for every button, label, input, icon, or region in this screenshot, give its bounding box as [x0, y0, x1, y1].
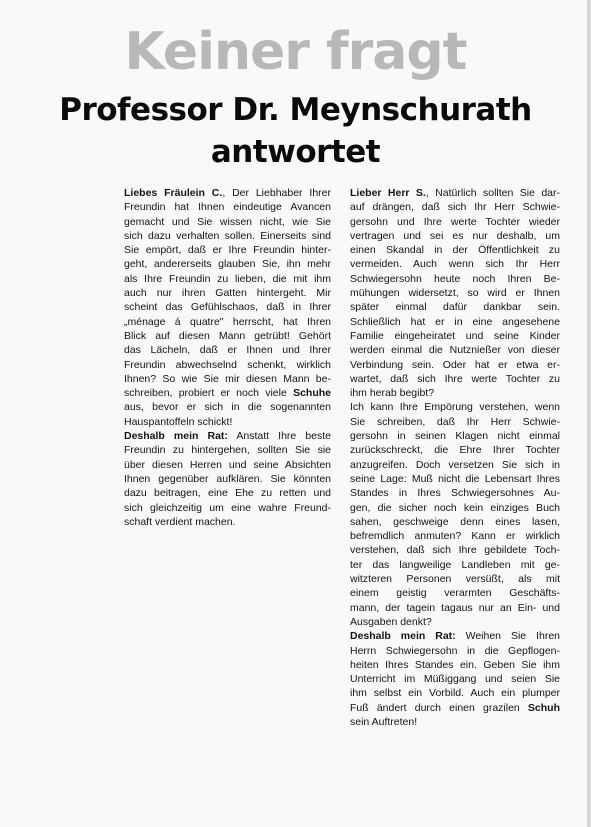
text-line: [124, 458, 331, 472]
text-line: [124, 329, 331, 343]
text-line: [350, 300, 560, 314]
bold-run: Schuh: [527, 701, 560, 714]
text-line: [124, 515, 331, 529]
text-line: [350, 586, 560, 600]
text-run: Schließlich hat er in eine angesehene: [350, 315, 560, 328]
text-run: Ich kann Ihre Empörung verstehen, wenn: [350, 401, 560, 414]
text-run: Verbindung sein. Oder hat er etwa er-: [350, 358, 560, 371]
text-run: dazu beitragen, eine Ehe zu retten und: [124, 487, 331, 500]
text-line: [350, 458, 560, 472]
text-run: , Der Liebhaber Ihrer: [222, 187, 331, 199]
text-line: [350, 672, 560, 686]
text-run: scheint das Gefühlschaos, daß in Ihrer: [124, 301, 331, 314]
headline-kicker: Keiner fragt: [124, 22, 467, 82]
text-line: [124, 386, 331, 400]
text-line: [350, 272, 560, 286]
text-run: mann, der tagein tagaus nur an Ein- und: [350, 601, 560, 614]
text-run: Unterricht im Müßiggang und seien Sie: [350, 673, 560, 686]
bold-run: Lieber Herr S.: [350, 187, 426, 199]
text-line: [124, 257, 331, 271]
text-line: [350, 343, 560, 357]
text-run: vermeiden. Auch wenn sich Ihr Herr: [350, 258, 560, 271]
text-line: [350, 358, 560, 372]
text-run: Anstatt Ihre beste: [227, 430, 331, 443]
text-run: Ihnen gegenüber aufklären. Sie könnten: [124, 472, 331, 485]
text-line: [350, 686, 560, 700]
text-line: [124, 272, 331, 286]
text-run: einem geistig verarmten Geschäfts-: [350, 587, 560, 600]
text-run: vertragen und sei es nur deshalb, um: [350, 229, 560, 242]
text-run: wartet, daß sich Ihre werte Tochter zu: [350, 372, 560, 385]
text-line: [350, 386, 560, 400]
text-line: [350, 515, 560, 529]
text-run: gersohn und Ihre werte Tochter wieder: [350, 215, 560, 228]
text-line: [350, 601, 560, 615]
text-line: [350, 286, 560, 300]
text-line: [350, 558, 560, 572]
text-run: das Lächeln, daß er Ihnen und Ihrer: [124, 344, 331, 357]
text-run: aus, bevor er sich in die sogenannten: [124, 401, 331, 414]
text-run: Ihnen? So wie Sie mir diesen Mann be-: [124, 372, 331, 385]
text-run: ter das langweilige Landleben mit ge-: [350, 558, 560, 571]
text-run: „ménage á quatre" herrscht, hat Ihren: [124, 315, 331, 328]
text-run: sein Auftreten!: [350, 715, 418, 728]
text-line: [124, 486, 331, 500]
text-run: Herrn Schwiegersohn in die Gepflogen-: [350, 644, 560, 657]
text-run: Hauspantoffeln schickt!: [124, 415, 233, 428]
text-line: [124, 286, 331, 300]
text-line: [350, 701, 560, 715]
text-run: Freundin hat Ihnen eindeutige Avancen: [124, 201, 331, 214]
text-line: [350, 572, 560, 586]
text-run: werden einmal die Nutznießer von dieser: [350, 344, 560, 357]
bold-run: Liebes Fräulein C.: [124, 187, 223, 199]
text-line: [124, 200, 331, 214]
text-line: [350, 186, 560, 200]
text-line: [350, 629, 560, 643]
text-line: [124, 372, 331, 386]
text-line: [124, 429, 331, 443]
headline-sub: antwortet: [210, 134, 381, 170]
text-line: [124, 501, 331, 515]
text-line: [350, 715, 560, 729]
text-line: [124, 358, 331, 372]
text-line: [350, 529, 560, 543]
text-run: schaft verdient machen.: [124, 515, 236, 528]
text-line: [124, 343, 331, 357]
bold-run: Deshalb mein Rat:: [124, 430, 228, 443]
text-line: [124, 415, 331, 429]
text-line: [350, 486, 560, 500]
text-line: [124, 215, 331, 229]
text-line: [350, 400, 560, 414]
bold-run: Schuhe: [293, 387, 331, 400]
text-line: [350, 243, 560, 257]
text-run: Freundin abwechselnd schenkt, wirklich: [124, 358, 331, 371]
text-line: [124, 186, 331, 200]
text-line: [350, 658, 560, 672]
text-run: schreiben, probiert er noch viele: [124, 387, 294, 400]
text-line: [350, 200, 560, 214]
text-run: einen Skandal in der Öffentlichkeit zu: [350, 244, 560, 257]
text-run: Weihen Sie Ihren: [455, 630, 560, 643]
text-run: Blick auf diesen Mann getrübt! Gehört: [124, 329, 331, 342]
text-run: Sie empört, daß er Ihre Freundin hinter-: [124, 244, 331, 257]
text-run: mühungen widersetzt, so wird er Ihnen: [350, 287, 560, 300]
bold-run: Deshalb mein Rat:: [350, 630, 456, 643]
text-line: [350, 501, 560, 515]
text-run: Standes in Ihres Schwiegersohnes Au-: [350, 487, 560, 500]
text-line: [350, 229, 560, 243]
text-line: [350, 315, 560, 329]
text-line: [124, 400, 331, 414]
text-line: [350, 215, 560, 229]
text-run: sich dazu verhalten sollen. Einerseits sind: [124, 229, 331, 242]
left-column-letter: [124, 186, 331, 529]
text-line: [350, 329, 560, 343]
text-run: Schwiegersohn heute noch Ihren Be-: [350, 272, 560, 285]
text-run: als Ihre Freundin zu lieben, die mit ihm: [124, 272, 331, 285]
text-run: später einmal dafür dankbar sein.: [350, 301, 560, 314]
text-run: verstehen, daß sich Ihre gebildete Toch-: [350, 544, 560, 557]
text-run: gemacht und Sie wissen nicht, wie Sie: [124, 215, 331, 228]
text-run: Familie eingeheiratet und seine Kinder: [350, 329, 560, 342]
text-run: , Natürlich sollten Sie dar-: [425, 187, 560, 199]
text-run: auch nur ihren Gatten hintergeht. Mir: [124, 287, 331, 300]
text-run: ihm herab begibt?: [350, 387, 435, 400]
text-run: ihm selbst ein Vorbild. Auch ein plumper: [350, 687, 560, 700]
text-run: sahen, geschweige denn eines lasen,: [350, 515, 560, 528]
text-run: Ausgaben denkt?: [350, 615, 432, 628]
text-line: [350, 472, 560, 486]
text-run: auf drängen, daß sich Ihr Herr Schwie-: [350, 201, 560, 214]
text-run: Freundin zu hintergehen, sollten Sie sie: [124, 444, 331, 457]
text-run: seine Lage: Muß nicht die Lebensart Ihres: [350, 472, 560, 485]
text-run: geht, andererseits glauben Sie, ihn mehr: [124, 258, 331, 271]
text-line: [124, 315, 331, 329]
text-line: [350, 615, 560, 629]
right-column-letter: [350, 186, 560, 729]
text-line: [350, 257, 560, 271]
text-line: [350, 644, 560, 658]
text-run: anzugreifen. Doch versetzen Sie sich in: [350, 458, 560, 471]
text-run: sich gleichzeitig um eine wahre Freund-: [124, 501, 331, 514]
text-run: befremdlich anmuten? Kann er wirklich: [350, 530, 560, 543]
text-run: über diesen Herren und seine Absichten: [124, 458, 331, 471]
text-run: witzteren Personen versüßt, als mit: [350, 573, 560, 586]
text-line: [124, 243, 331, 257]
text-line: [124, 300, 331, 314]
text-run: Fuß ändert durch einen grazilen: [350, 701, 528, 714]
text-line: [350, 415, 560, 429]
text-line: [350, 429, 560, 443]
headline-main: Professor Dr. Meynschurath: [59, 92, 532, 128]
text-run: Sie schreiben, daß Ihr Herr Schwie-: [350, 415, 560, 428]
text-line: [124, 472, 331, 486]
text-line: [124, 443, 331, 457]
text-run: gersohn in seinen Klagen nicht einmal: [350, 430, 560, 443]
text-run: heiten Ihres Standes ein. Geben Sie ihm: [350, 658, 560, 671]
text-run: gen, die sicher noch kein einziges Buch: [350, 501, 560, 514]
text-line: [350, 443, 560, 457]
text-line: [350, 372, 560, 386]
text-line: [124, 229, 331, 243]
text-line: [350, 543, 560, 557]
text-run: zurückschreckt, die Ehre Ihrer Tochter: [350, 444, 560, 457]
